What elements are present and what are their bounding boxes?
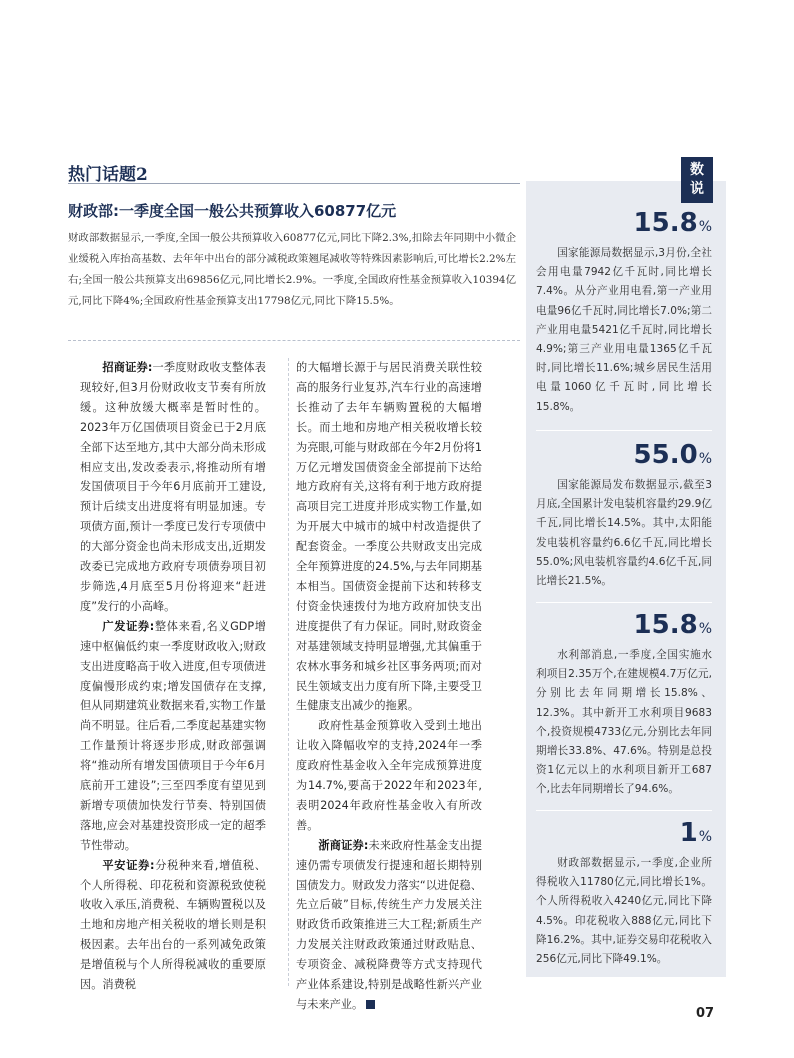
paragraph-zhaoshang: 招商证券:一季度财政收支整体表现较好,但3月份财政收支节奏有所放缓。这种放缓大概率是暂时性的。2023年万亿国债项目资金已于2月底全部下达至地方,其中大部分尚未形成相应支出,发改委表示,将推动所有增发国债项目于今年6月底前开工建设,预计后续支出进度将有明显加速。专项债方面,预计一季度已发行专项债中的大部分资金也尚未形成支出,近期发改委已完成地方政府专项债券项目初步筛选,4月底至5月份将迎来“赶进度”发行的小高峰。 — [80, 361, 266, 613]
sidebar-tab-label: 数说 — [690, 162, 704, 197]
stat-block — [536, 440, 712, 591]
summary-divider — [68, 340, 520, 341]
paragraph-pingan-continued: 的大幅增长源于与居民消费关联性较高的服务行业复苏,汽车行业的高速增长推动了去年车辆购置税的大幅增长。而土地和房地产相关税收增长较为亮眼,可能与财政部在今年2月份将1万亿元增发国债资金全部提前下达给地方政府有关,这将有利于地方政府提高项目完工进度并形成实物工作量,如为开展大中城市的城中村改造提供了配套资金。一季度公共财政支出完成全年预算进度的24.5%,与去年同期基本相当。国债资金提前下达和转移支付资金快速拨付为地方政府加快支出进度提供了有力保证。同时,财政资金对基建领域支持明显增强,尤其偏重于农林水事务和城乡社区事务两项;而对民生领域支出力度有所下降,主要受卫生健康支出减少的拖累。 — [296, 361, 482, 713]
paragraph-fund-budget: 政府性基金预算收入受到土地出让收入降幅收窄的支持,2024年一季度政府性基金收入全年完成预算进度为14.7%,要高于2022年和2023年,表明2024年政府性基金收入有所改善。 — [296, 719, 482, 832]
stat-block — [536, 208, 712, 417]
source-label: 浙商证券: — [318, 838, 369, 852]
stat-divider — [536, 602, 712, 603]
stat-value: 15.8% — [633, 208, 712, 238]
paragraph-zheshang: 浙商证券:未来政府性基金支出提速仍需专项债发行提速和超长期特别国债发力。财政发力落实“以进促稳、先立后破”目标,传统生产力发展关注财政货币政策推进三大工程;新质生产力发展关注财政政策通过财政贴息、专项资金、减税降费等方式支持现代产业体系建设,特别是战略性新兴产业与未来产业。 — [296, 838, 482, 1011]
body-column-right — [296, 358, 482, 1015]
sidebar-tab — [681, 157, 713, 203]
source-label: 招商证券: — [102, 361, 153, 374]
paragraph-pingan: 平安证券:分税种来看,增值税、个人所得税、印花税和资源税致使税收收入承压,消费税、车辆购置税以及土地和房地产相关税收的增长则是积极因素。去年出台的一系列减免政策是增值税与个人所得税减收的重要原因。消费税 — [80, 858, 266, 992]
stat-value: 55.0% — [633, 440, 712, 470]
paragraph-guangfa: 广发证券:整体来看,名义GDP增速中枢偏低约束一季度财政收入;财政支出进度略高于收入进度,但专项债进度偏慢形成约束;增发国债存在支撑,但从同期建筑业数据来看,实物工作量尚不明显。往后看,二季度起基建实物工作量预计将逐步形成,财政部强调将“推动所有增发国债项目于今年6月底前开工建设”;三至四季度有望见到新增专项债加快发行节奏、特别国债落地,应会对基建投资形成一定的超季节性带动。 — [80, 619, 266, 852]
stat-divider — [536, 430, 712, 431]
source-label: 平安证券: — [102, 858, 155, 872]
stat-value: 15.8% — [633, 610, 712, 640]
stat-description: 国家能源局发布数据显示,截至3月底,全国累计发电装机容量约29.9亿千瓦,同比增长14.5%。其中,太阳能发电装机容量约6.6亿千瓦,同比增长55.0%;风电装机容量约4.6亿千瓦,同比增长21.5%。 — [536, 479, 712, 588]
article-summary: 财政部数据显示,一季度,全国一般公共预算收入60877亿元,同比下降2.3%,扣除去年同期中小微企业缓税入库抬高基数、去年年中出台的部分减税政策翘尾减收等特殊因素影响后,可比增长2.2%左右;全国一般公共预算支出69856亿元,同比增长2.9%。一季度,全国政府性基金预算收入10394亿元,同比下降4%;全国政府性基金预算支出17798亿元,同比下降15.5%。 — [68, 232, 516, 307]
page-number: 07 — [696, 1006, 715, 1021]
section-title: 热门话题2 — [68, 165, 148, 185]
end-mark-icon — [366, 1000, 375, 1009]
stat-block — [536, 818, 712, 969]
header-divider — [68, 183, 520, 184]
section-header — [68, 160, 508, 185]
body-column-left — [80, 358, 266, 995]
stat-value: 1% — [679, 818, 712, 848]
stat-description: 水利部消息,一季度,全国实施水利项目2.35万个,在建规模4.7万亿元,分别比去年同期增长15.8%、12.3%。其中新开工水利项目9683个,投资规模4733亿元,分别比去年同期增长33.8%、47.6%。特别是总投资1亿元以上的水利项目新开工687个,比去年同期增长了94.6%。 — [536, 649, 712, 796]
stat-description: 国家能源局数据显示,3月份,全社会用电量7942亿千瓦时,同比增长7.4%。从分产业用电看,第一产业用电量96亿千瓦时,同比增长7.0%;第二产业用电量5421亿千瓦时,同比增长4.9%;第三产业用电量1365亿千瓦时,同比增长11.6%;城乡居民生活用电量1060亿千瓦时,同比增长15.8%。 — [536, 247, 712, 413]
article-headline: 财政部:一季度全国一般公共预算收入60877亿元 — [68, 202, 397, 220]
stat-description: 财政部数据显示,一季度,企业所得税收入11780亿元,同比增长1%。个人所得税收入4240亿元,同比下降4.5%。印花税收入888亿元,同比下降16.2%。其中,证券交易印花税收入256亿元,同比下降49.1%。 — [536, 857, 712, 966]
source-label: 广发证券: — [102, 619, 155, 633]
stat-divider — [536, 810, 712, 811]
stat-block — [536, 610, 712, 800]
column-divider — [288, 358, 289, 986]
